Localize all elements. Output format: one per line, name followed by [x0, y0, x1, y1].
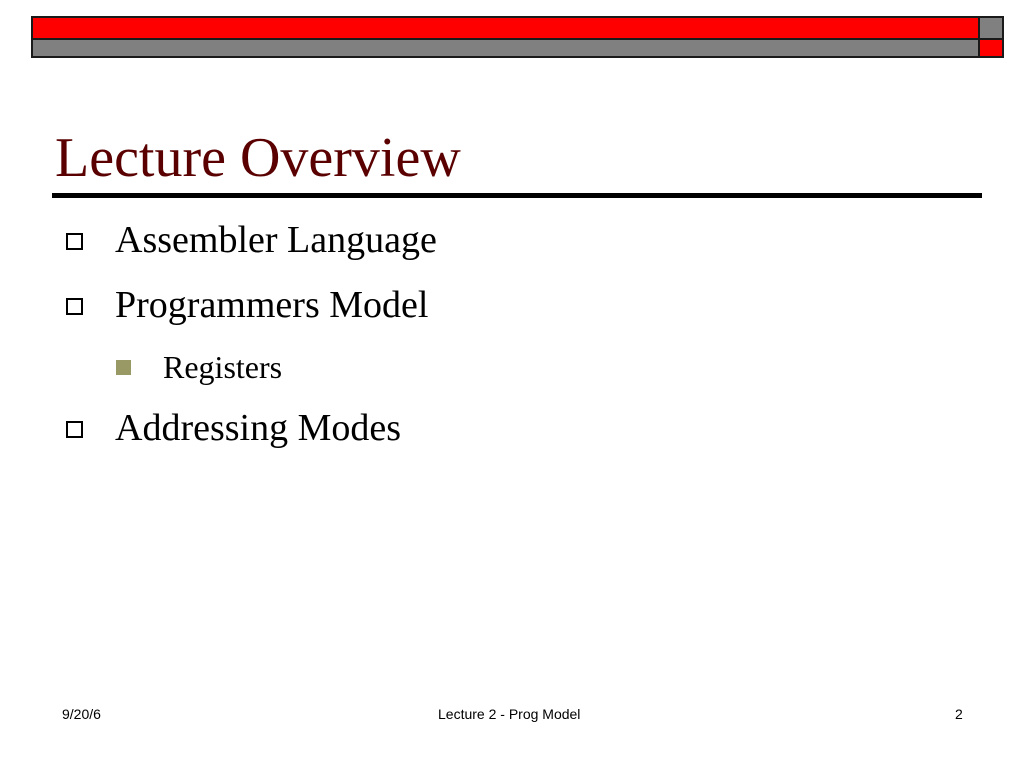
header-gray-stripe: [33, 40, 978, 56]
header-red-stripe: [33, 18, 978, 40]
hollow-square-bullet-icon: [66, 298, 83, 315]
hollow-square-bullet-icon: [66, 421, 83, 438]
footer-date: 9/20/6: [62, 706, 101, 722]
bullet-text: Programmers Model: [115, 284, 429, 326]
bullet-text: Assembler Language: [115, 219, 437, 261]
footer-lecture-title: Lecture 2 - Prog Model: [438, 706, 581, 722]
filled-square-bullet-icon: [116, 360, 131, 375]
header-decoration-band: [31, 16, 1004, 58]
footer-page-number: 2: [955, 706, 963, 722]
header-gray-square: [978, 18, 1002, 40]
header-red-square: [978, 40, 1002, 56]
title-underline: [52, 193, 982, 198]
bullet-text: Addressing Modes: [115, 407, 402, 449]
sub-bullet-text: Registers: [163, 349, 283, 385]
hollow-square-bullet-icon: [66, 233, 83, 250]
slide-title: Lecture Overview: [55, 127, 461, 189]
